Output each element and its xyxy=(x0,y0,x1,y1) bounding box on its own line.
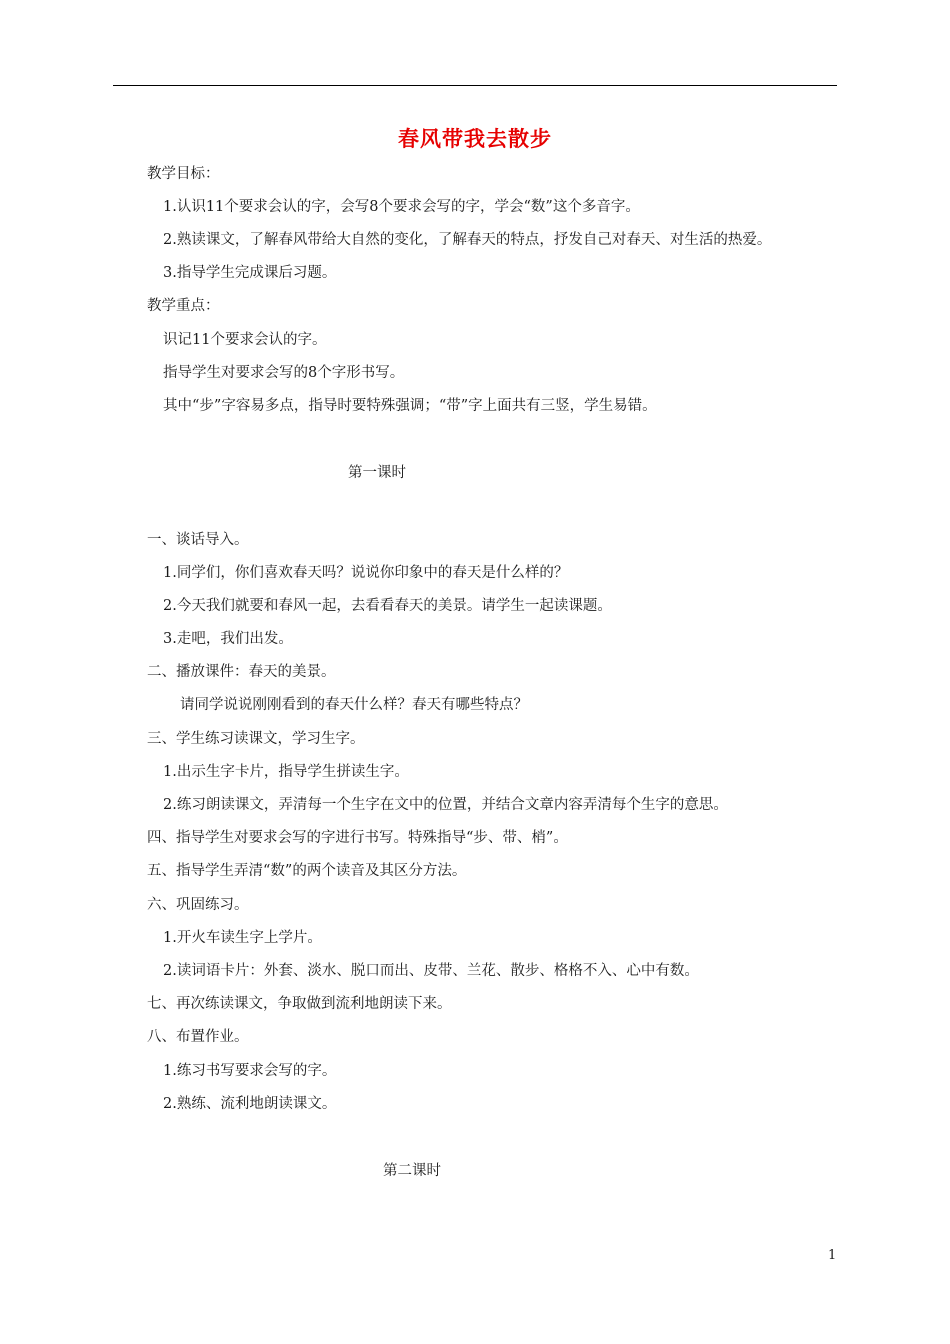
lesson-step: 五、指导学生弄清“数”的两个读音及其区分方法。 xyxy=(147,863,467,879)
lesson-step: 七、再次练读课文，争取做到流利地朗读下来。 xyxy=(147,996,452,1012)
goal-item: 1.认识11个要求会认的字，会写8个要求会写的字，学会“数”这个多音字。 xyxy=(163,199,640,215)
goals-heading: 教学目标： xyxy=(147,166,220,182)
key-point-item: 指导学生对要求会写的8个字形书写。 xyxy=(163,365,405,381)
lesson-substep: 1.练习书写要求会写的字。 xyxy=(163,1063,337,1079)
key-points-heading: 教学重点： xyxy=(147,298,220,314)
lesson-substep: 2.熟练、流利地朗读课文。 xyxy=(163,1096,337,1112)
goal-item: 3.指导学生完成课后习题。 xyxy=(163,265,337,281)
lesson-step: 八、布置作业。 xyxy=(147,1029,249,1045)
lesson-substep: 3.走吧，我们出发。 xyxy=(163,631,293,647)
lesson-substep: 2.读词语卡片：外套、淡水、脱口而出、皮带、兰花、散步、格格不入、心中有数。 xyxy=(163,963,699,979)
lesson-substep: 1.同学们，你们喜欢春天吗？说说你印象中的春天是什么样的？ xyxy=(163,565,569,581)
lesson-substep: 2.今天我们就要和春风一起，去看看春天的美景。请学生一起读课题。 xyxy=(163,598,612,614)
goal-item: 2.熟读课文，了解春风带给大自然的变化，了解春天的特点，抒发自己对春天、对生活的热爱。 xyxy=(163,232,772,248)
lesson-step: 一、谈话导入。 xyxy=(147,532,249,548)
lesson-substep: 请同学说说刚刚看到的春天什么样？春天有哪些特点？ xyxy=(180,697,528,713)
lesson-substep: 1.开火车读生字上学片。 xyxy=(163,930,322,946)
lesson-step: 四、指导学生对要求会写的字进行书写。特殊指导“步、带、梢”。 xyxy=(147,830,568,846)
document-title: 春风带我去散步 xyxy=(398,126,552,151)
lesson-substep: 2.练习朗读课文，弄清每一个生字在文中的位置，并结合文章内容弄清每个生字的意思。 xyxy=(163,797,728,813)
lesson1-heading: 第一课时 xyxy=(348,465,406,481)
key-point-item: 识记11个要求会认的字。 xyxy=(163,332,327,348)
page-number: 1 xyxy=(828,1248,837,1263)
lesson2-heading: 第二课时 xyxy=(383,1163,441,1179)
lesson-step: 六、巩固练习。 xyxy=(147,897,249,913)
key-point-item: 其中“步”字容易多点，指导时要特殊强调；“带”字上面共有三竖，学生易错。 xyxy=(163,398,657,414)
header-rule xyxy=(113,85,837,86)
lesson-step: 三、学生练习读课文，学习生字。 xyxy=(147,731,365,747)
lesson-step: 二、播放课件：春天的美景。 xyxy=(147,664,336,680)
lesson-substep: 1.出示生字卡片，指导学生拼读生字。 xyxy=(163,764,409,780)
